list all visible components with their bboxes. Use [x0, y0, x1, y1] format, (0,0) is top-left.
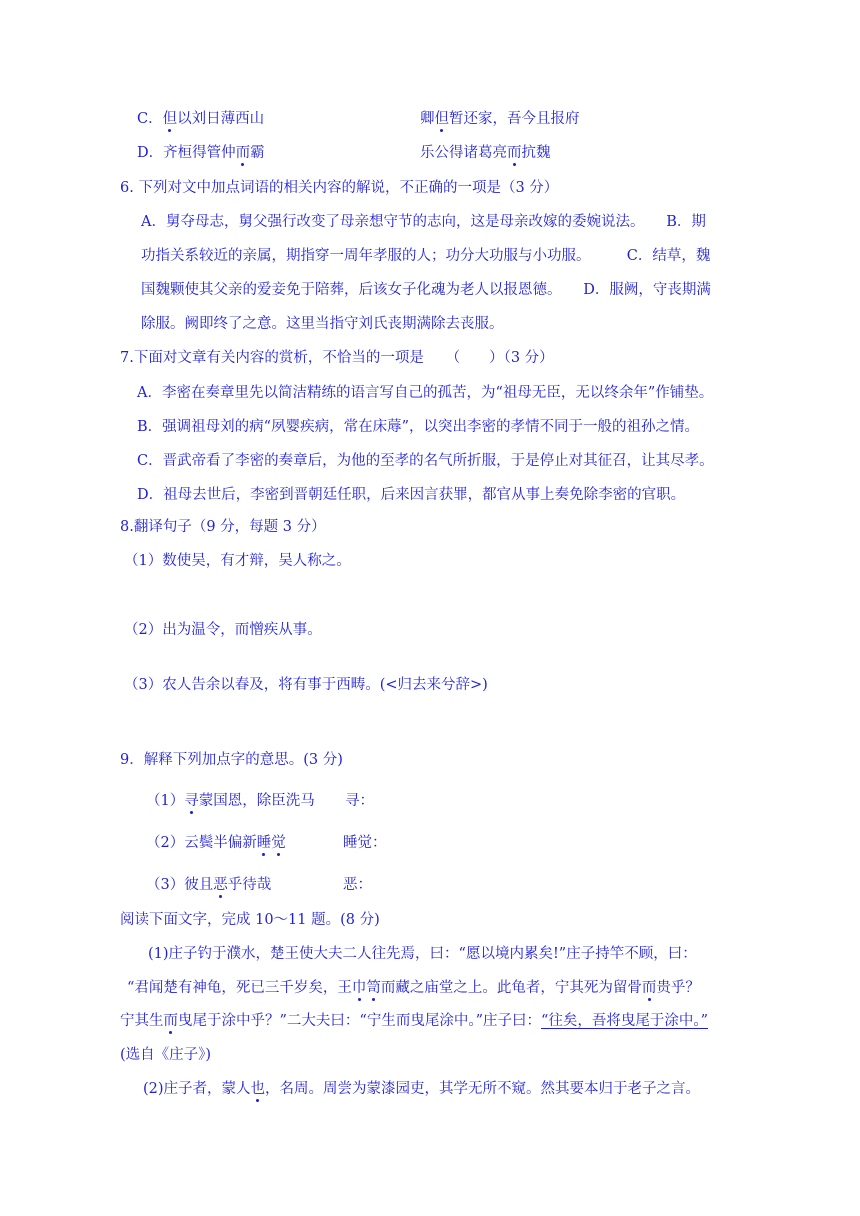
q5-option-d-right: 乐公得诸葛亮而抗魏: [420, 145, 551, 161]
q7-option-c: C．晋武帝看了李密的奏章后，为他的至孝的名气所折服，于是停止对其征召，让其尽孝。: [137, 453, 714, 469]
q9-item-1: （1）寻蒙国恩，除臣洗马: [146, 793, 315, 809]
reading-intro: 阅读下面文字，完成 10～11 题。(8 分): [120, 912, 380, 928]
q9-item-2-answer: 睡觉：: [343, 835, 387, 851]
q7-option-a: A．李密在奏章里先以简洁精练的语言写自己的孤苦，为“祖母无臣，无以终余年”作铺垫。: [137, 385, 714, 401]
q6-line-2: 功指关系较近的亲属，期指穿一周年孝服的人；功分大功服与小功服。 C．结草，魏: [141, 248, 711, 264]
q5-option-c-left: C．但以刘日薄西山: [137, 111, 265, 127]
q8-sentence-2: （2）出为温令，而憎疾从事。: [124, 622, 322, 638]
underlined-sentence: “往矣，吾将曳尾于涂中。”: [541, 1013, 709, 1029]
q9-stem: 9．解释下列加点字的意思。(3 分): [120, 752, 343, 768]
passage-2-line-1: (2)庄子者，蒙人也，名周。周尝为蒙漆园吏，其学无所不窥。然其要本归于老子之言。: [143, 1081, 701, 1097]
q7-option-b: B．强调祖母刘的病“夙婴疾病，常在床蓐”，以突出李密的孝情不同于一般的祖孙之情。: [137, 419, 699, 435]
passage-1-line-1: (1)庄子钓于濮水，楚王使大夫二人往先焉，曰：“愿以境内累矣!”庄子持竿不顾，曰：: [148, 946, 697, 962]
q9-item-2: （2）云鬓半偏新睡觉: [146, 835, 286, 851]
q5-option-d-left: D．齐桓得管仲而霸: [137, 145, 265, 161]
q8-sentence-3: （3）农人告余以春及，将有事于西畴。(<归去来兮辞>): [124, 677, 488, 693]
q9-item-3: （3）彼且恶乎待哉: [146, 877, 272, 893]
q8-stem: 8.翻译句子（9 分，每题 3 分）: [120, 519, 326, 535]
q6-stem: 6. 下列对文中加点词语的相关内容的解说，不正确的一项是（3 分）: [120, 180, 559, 196]
q6-line-3: 国魏颗使其父亲的爱妾免于陪葬，后该女子化魂为老人以报恩德。 D．服阙，守丧期满: [141, 282, 711, 298]
passage-1-source: (选自《庄子》): [120, 1047, 212, 1063]
q6-line-4: 除服。阙即终了之意。这里当指守刘氏丧期满除去丧服。: [141, 316, 504, 332]
q7-stem: 7.下面对文章有关内容的赏析，不恰当的一项是 （ ）（3 分）: [120, 350, 554, 366]
passage-1-line-2: “君闻楚有神龟，死已三千岁矣，王巾笥而藏之庙堂之上。此龟者，宁其死为留骨而贵乎？: [127, 980, 700, 996]
q5-option-c-right: 卿但暂还家，吾今且报府: [420, 111, 580, 127]
q9-item-1-answer: 寻：: [345, 793, 374, 809]
q8-sentence-1: （1）数使吴，有才辩，吴人称之。: [124, 553, 351, 569]
q6-line-1: A．舅夺母志，舅父强行改变了母亲想守节的志向，这是母亲改嫁的委婉说法。 B．期: [141, 214, 706, 230]
q7-option-d: D．祖母去世后，李密到晋朝廷任职，后来因言获罪，都官从事上奏免除李密的官职。: [137, 487, 686, 503]
q9-item-3-answer: 恶：: [343, 877, 372, 893]
passage-1-line-3: 宁其生而曳尾于涂中乎？”二大夫曰：“宁生而曳尾涂中。”庄子曰：“往矣，吾将曳尾于涂中。”: [120, 1013, 709, 1029]
